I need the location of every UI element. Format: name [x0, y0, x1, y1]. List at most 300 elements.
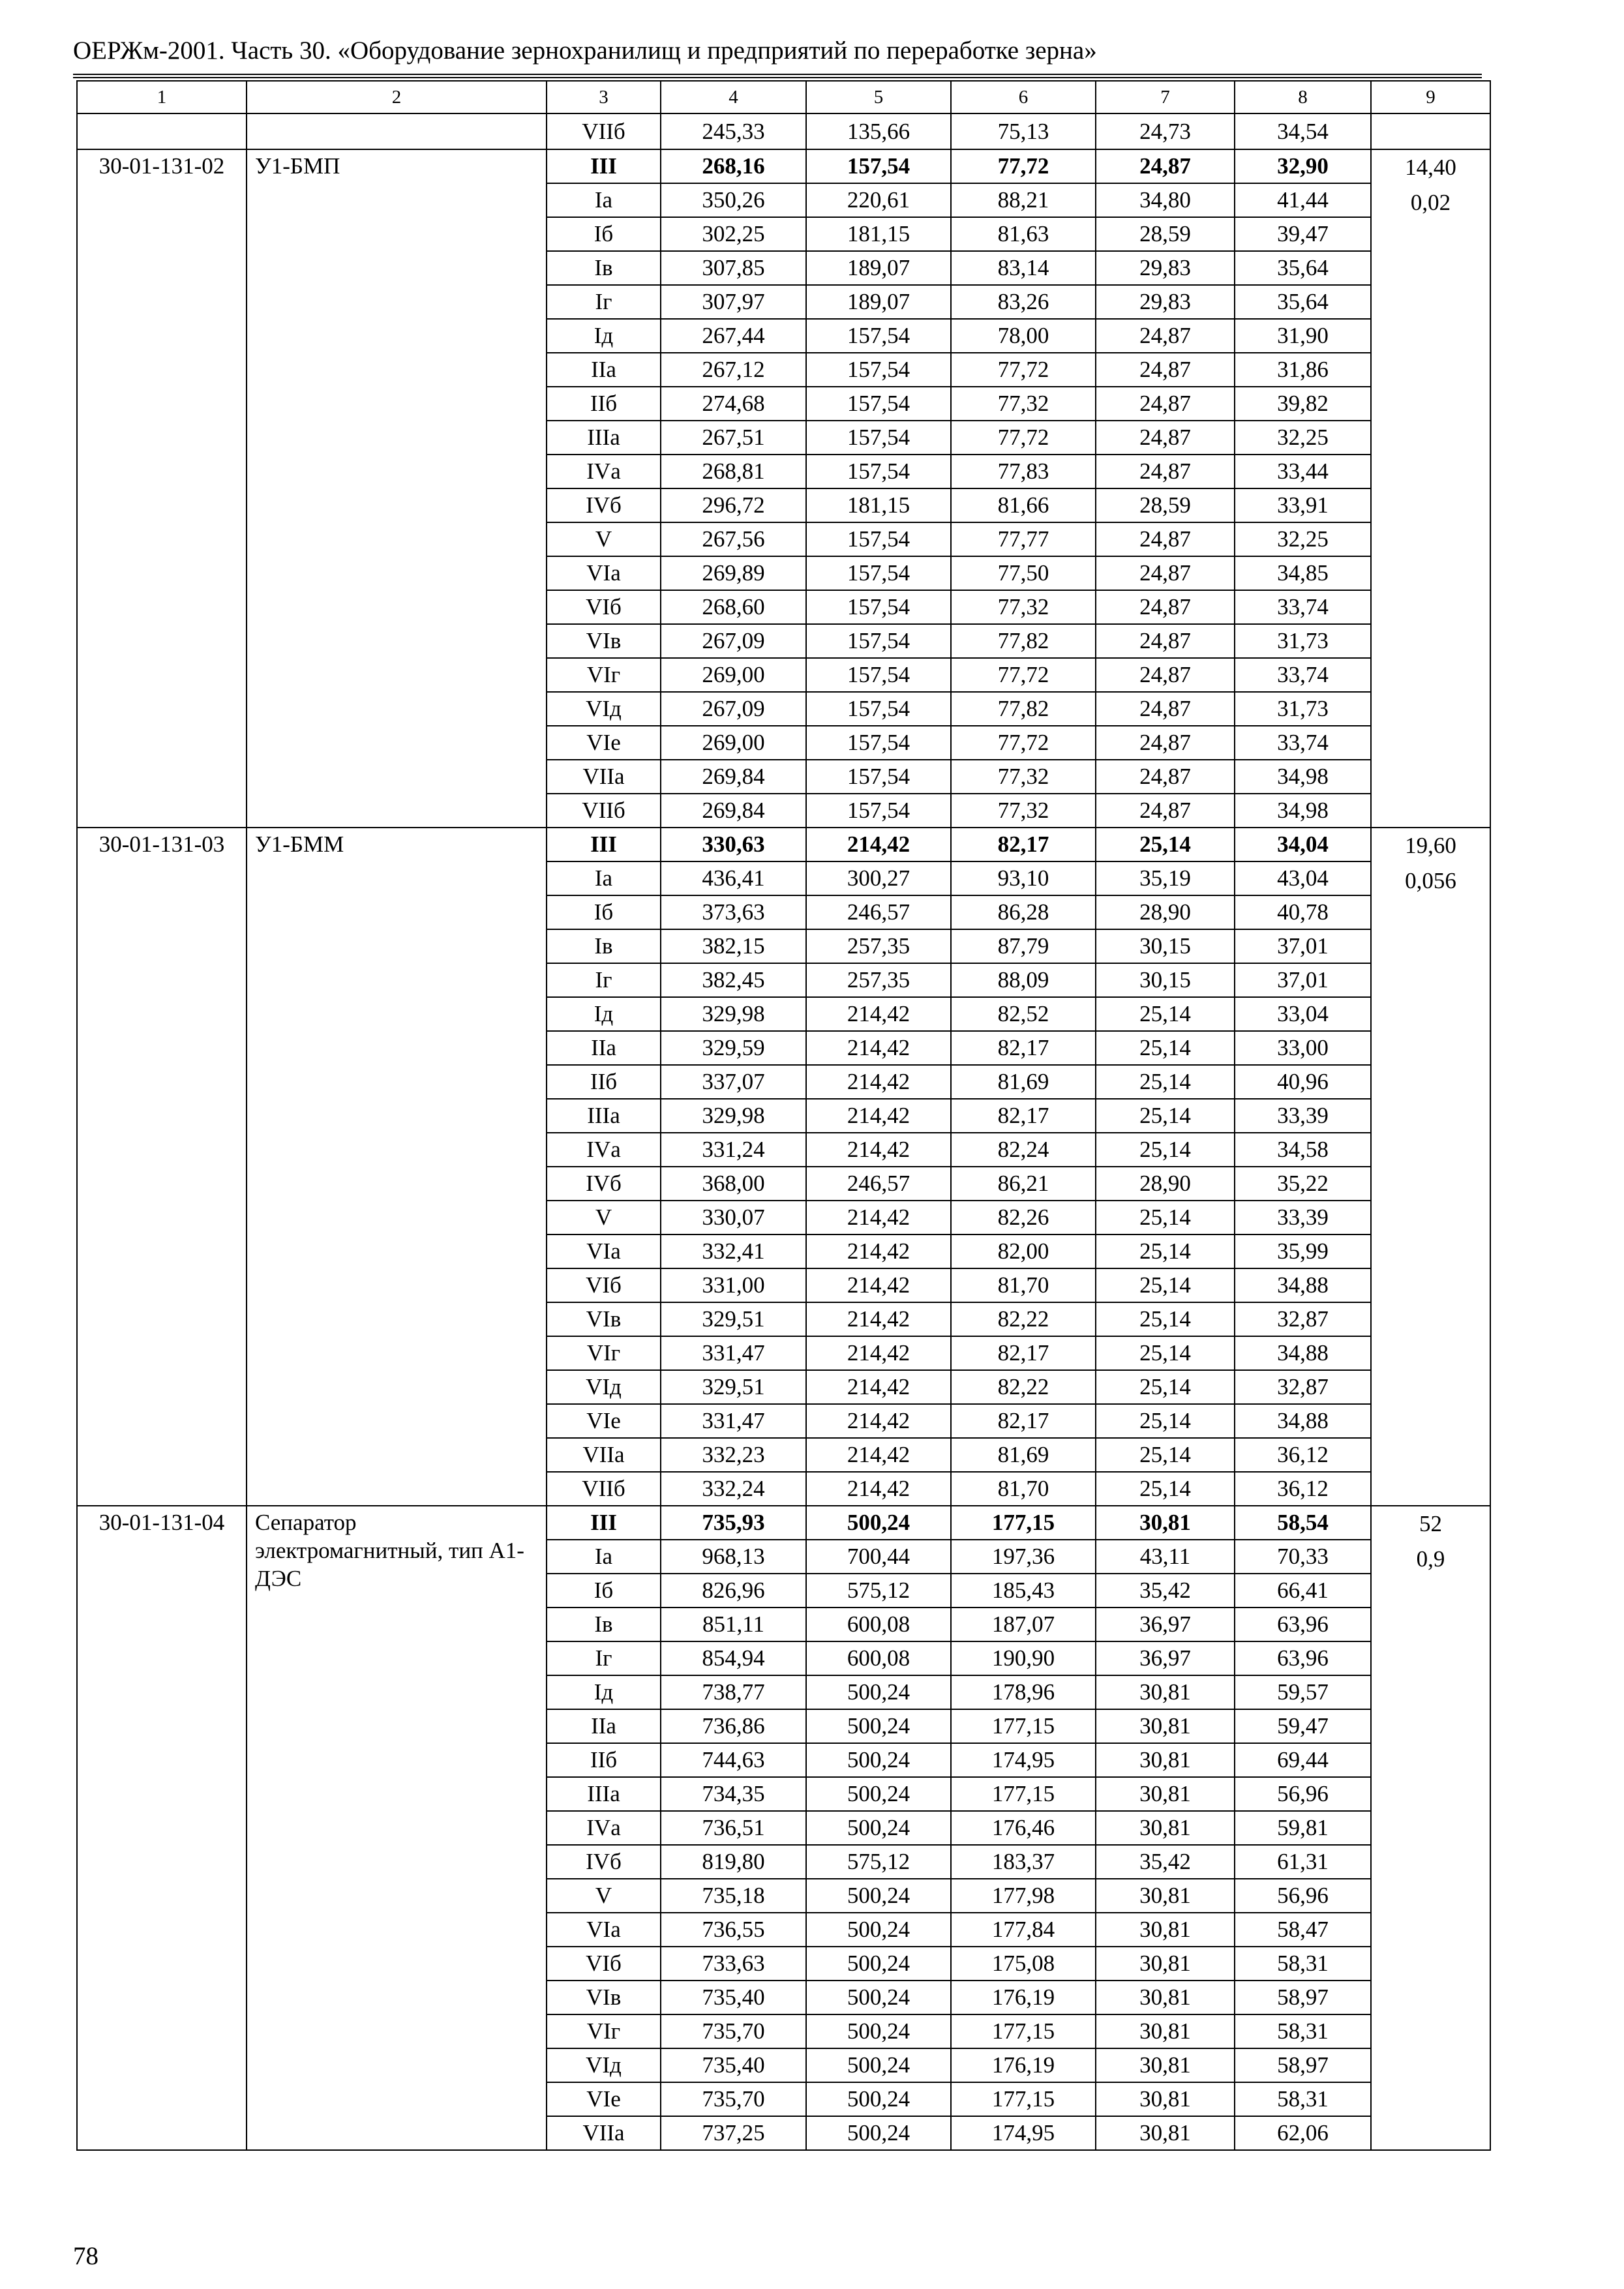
value-cell: 736,86: [661, 1709, 806, 1743]
zone-cell: VIа: [547, 1234, 661, 1268]
value-cell: 157,54: [806, 658, 951, 692]
value-cell: 157,54: [806, 353, 951, 387]
rate-code: 30-01-131-03: [77, 828, 247, 1506]
value-cell: 187,07: [951, 1608, 1096, 1641]
value-cell: 30,81: [1096, 1811, 1235, 1845]
value-cell: 329,98: [661, 997, 806, 1031]
value-cell: 177,84: [951, 1913, 1096, 1947]
column-number: 6: [951, 81, 1096, 113]
column-9-cell: [1371, 828, 1490, 1506]
value-cell: 214,42: [806, 997, 951, 1031]
value-cell: 175,08: [951, 1947, 1096, 1981]
value-cell: 968,13: [661, 1540, 806, 1574]
value-cell: 29,83: [1096, 285, 1235, 319]
column-9-cell: [1371, 1506, 1490, 2150]
value-cell: 30,81: [1096, 1981, 1235, 2014]
value-cell: 30,81: [1096, 1777, 1235, 1811]
page-number: 78: [73, 2242, 98, 2270]
value-cell: 733,63: [661, 1947, 806, 1981]
table-row: [77, 1506, 1490, 1540]
value-cell: 25,14: [1096, 1472, 1235, 1506]
value-cell: 500,24: [806, 2014, 951, 2048]
value-cell: 500,24: [806, 1743, 951, 1777]
value-cell: 82,22: [951, 1370, 1096, 1404]
value-cell: 82,17: [951, 1099, 1096, 1133]
value-cell: 31,73: [1235, 692, 1371, 726]
zone-cell: V: [547, 1201, 661, 1234]
zone-cell: IIб: [547, 1065, 661, 1099]
value-cell: 34,58: [1235, 1133, 1371, 1167]
value-cell: 32,25: [1235, 421, 1371, 455]
value-cell: 267,51: [661, 421, 806, 455]
value-cell: 700,44: [806, 1540, 951, 1574]
value-cell: 734,35: [661, 1777, 806, 1811]
value-cell: 35,99: [1235, 1234, 1371, 1268]
value-cell: 329,51: [661, 1302, 806, 1336]
column-number: 3: [547, 81, 661, 113]
value-cell: 30,81: [1096, 2116, 1235, 2150]
value-cell: 30,81: [1096, 1675, 1235, 1709]
value-cell: 24,73: [1096, 113, 1235, 149]
value-cell: 24,87: [1096, 556, 1235, 590]
value-cell: 37,01: [1235, 963, 1371, 997]
value-cell: 296,72: [661, 488, 806, 522]
value-cell: 214,42: [806, 1201, 951, 1234]
zone-cell: VIб: [547, 1947, 661, 1981]
value-cell: 246,57: [806, 1167, 951, 1201]
column-9-cell: [1371, 149, 1490, 828]
value-cell: 78,00: [951, 319, 1096, 353]
value-cell: 82,17: [951, 1404, 1096, 1438]
value-cell: 307,85: [661, 251, 806, 285]
zone-cell: IVб: [547, 1845, 661, 1879]
value-cell: 86,21: [951, 1167, 1096, 1201]
value-cell: 30,81: [1096, 2014, 1235, 2048]
value-cell: 81,66: [951, 488, 1096, 522]
value-cell: 267,09: [661, 624, 806, 658]
value-cell: 25,14: [1096, 1099, 1235, 1133]
value-cell: 500,24: [806, 1506, 951, 1540]
value-cell: 330,07: [661, 1201, 806, 1234]
value-cell: 214,42: [806, 1472, 951, 1506]
equipment-name: У1-БМП: [247, 149, 547, 828]
value-cell: 66,41: [1235, 1574, 1371, 1608]
value-cell: 189,07: [806, 251, 951, 285]
value-cell: 83,26: [951, 285, 1096, 319]
zone-cell: Iд: [547, 319, 661, 353]
zone-cell: Iб: [547, 217, 661, 251]
value-cell: 331,00: [661, 1268, 806, 1302]
value-cell: 25,14: [1096, 1370, 1235, 1404]
value-cell: 31,90: [1235, 319, 1371, 353]
zone-cell: VIб: [547, 590, 661, 624]
column-number: 9: [1371, 81, 1490, 113]
value-cell: 177,15: [951, 1777, 1096, 1811]
code-cell: [77, 113, 247, 149]
value-cell: 332,41: [661, 1234, 806, 1268]
column-9-bottom-value: 0,056: [1405, 868, 1456, 893]
value-cell: 58,54: [1235, 1506, 1371, 1540]
value-cell: 77,77: [951, 522, 1096, 556]
value-cell: 25,14: [1096, 1336, 1235, 1370]
value-cell: 77,83: [951, 455, 1096, 488]
value-cell: 32,87: [1235, 1302, 1371, 1336]
value-cell: 157,54: [806, 319, 951, 353]
value-cell: 34,80: [1096, 183, 1235, 217]
value-cell: 35,64: [1235, 285, 1371, 319]
column-number: 7: [1096, 81, 1235, 113]
value-cell: 24,87: [1096, 760, 1235, 794]
column-9-cell: [1371, 113, 1490, 149]
value-cell: 500,24: [806, 1675, 951, 1709]
value-cell: 25,14: [1096, 997, 1235, 1031]
value-cell: 28,59: [1096, 217, 1235, 251]
table-row: [77, 828, 1490, 861]
value-cell: 63,96: [1235, 1608, 1371, 1641]
value-cell: 58,31: [1235, 2014, 1371, 2048]
value-cell: 24,87: [1096, 149, 1235, 183]
value-cell: 269,84: [661, 794, 806, 828]
zone-cell: VIе: [547, 2082, 661, 2116]
value-cell: 87,79: [951, 929, 1096, 963]
value-cell: 214,42: [806, 1099, 951, 1133]
zone-cell: Iа: [547, 1540, 661, 1574]
value-cell: 31,86: [1235, 353, 1371, 387]
value-cell: 31,73: [1235, 624, 1371, 658]
value-cell: 736,55: [661, 1913, 806, 1947]
value-cell: 77,72: [951, 658, 1096, 692]
value-cell: 81,70: [951, 1268, 1096, 1302]
value-cell: 331,47: [661, 1336, 806, 1370]
value-cell: 302,25: [661, 217, 806, 251]
value-cell: 157,54: [806, 522, 951, 556]
value-cell: 157,54: [806, 149, 951, 183]
value-cell: 56,96: [1235, 1879, 1371, 1913]
zone-cell: IIа: [547, 1031, 661, 1065]
value-cell: 77,82: [951, 692, 1096, 726]
value-cell: 350,26: [661, 183, 806, 217]
value-cell: 86,28: [951, 895, 1096, 929]
zone-cell: IIIа: [547, 1777, 661, 1811]
zone-cell: VIе: [547, 726, 661, 760]
value-cell: 77,72: [951, 726, 1096, 760]
value-cell: 181,15: [806, 217, 951, 251]
value-cell: 70,33: [1235, 1540, 1371, 1574]
zone-cell: VIд: [547, 1370, 661, 1404]
value-cell: 185,43: [951, 1574, 1096, 1608]
zone-cell: III: [547, 828, 661, 861]
value-cell: 59,57: [1235, 1675, 1371, 1709]
value-cell: 77,32: [951, 590, 1096, 624]
value-cell: 176,19: [951, 1981, 1096, 2014]
value-cell: 82,52: [951, 997, 1096, 1031]
zone-cell: VIд: [547, 692, 661, 726]
value-cell: 329,98: [661, 1099, 806, 1133]
value-cell: 36,12: [1235, 1438, 1371, 1472]
value-cell: 329,59: [661, 1031, 806, 1065]
value-cell: 177,98: [951, 1879, 1096, 1913]
value-cell: 62,06: [1235, 2116, 1371, 2150]
value-cell: 157,54: [806, 387, 951, 421]
value-cell: 83,14: [951, 251, 1096, 285]
value-cell: 735,93: [661, 1506, 806, 1540]
value-cell: 33,74: [1235, 590, 1371, 624]
value-cell: 157,54: [806, 726, 951, 760]
value-cell: 368,00: [661, 1167, 806, 1201]
value-cell: 826,96: [661, 1574, 806, 1608]
zone-cell: VIIа: [547, 1438, 661, 1472]
zone-cell: VIIб: [547, 1472, 661, 1506]
zone-cell: VIIа: [547, 2116, 661, 2150]
value-cell: 69,44: [1235, 1743, 1371, 1777]
value-cell: 25,14: [1096, 828, 1235, 861]
value-cell: 382,45: [661, 963, 806, 997]
value-cell: 177,15: [951, 2014, 1096, 2048]
zone-cell: VIб: [547, 1268, 661, 1302]
value-cell: 735,40: [661, 1981, 806, 2014]
value-cell: 735,70: [661, 2014, 806, 2048]
value-cell: 382,15: [661, 929, 806, 963]
value-cell: 575,12: [806, 1574, 951, 1608]
value-cell: 77,72: [951, 421, 1096, 455]
value-cell: 177,15: [951, 2082, 1096, 2116]
value-cell: 77,72: [951, 149, 1096, 183]
zone-cell: VIIб: [547, 113, 661, 149]
value-cell: 267,44: [661, 319, 806, 353]
value-cell: 245,33: [661, 113, 806, 149]
value-cell: 40,96: [1235, 1065, 1371, 1099]
value-cell: 189,07: [806, 285, 951, 319]
value-cell: 34,88: [1235, 1268, 1371, 1302]
value-cell: 34,88: [1235, 1336, 1371, 1370]
value-cell: 39,82: [1235, 387, 1371, 421]
column-number: 5: [806, 81, 951, 113]
value-cell: 257,35: [806, 963, 951, 997]
value-cell: 735,70: [661, 2082, 806, 2116]
rate-code: 30-01-131-04: [77, 1506, 247, 2150]
value-cell: 214,42: [806, 1065, 951, 1099]
zone-cell: VIIа: [547, 760, 661, 794]
zone-cell: VIг: [547, 1336, 661, 1370]
value-cell: 738,77: [661, 1675, 806, 1709]
value-cell: 30,81: [1096, 1743, 1235, 1777]
value-cell: 34,88: [1235, 1404, 1371, 1438]
value-cell: 39,47: [1235, 217, 1371, 251]
value-cell: 77,50: [951, 556, 1096, 590]
value-cell: 268,81: [661, 455, 806, 488]
value-cell: 190,90: [951, 1641, 1096, 1675]
value-cell: 500,24: [806, 2116, 951, 2150]
value-cell: 737,25: [661, 2116, 806, 2150]
value-cell: 34,54: [1235, 113, 1371, 149]
value-cell: 736,51: [661, 1811, 806, 1845]
value-cell: 157,54: [806, 421, 951, 455]
value-cell: 33,74: [1235, 658, 1371, 692]
value-cell: 267,56: [661, 522, 806, 556]
value-cell: 58,97: [1235, 2048, 1371, 2082]
zone-cell: V: [547, 522, 661, 556]
value-cell: 32,25: [1235, 522, 1371, 556]
value-cell: 177,15: [951, 1709, 1096, 1743]
rate-code: 30-01-131-02: [77, 149, 247, 828]
value-cell: 58,31: [1235, 2082, 1371, 2116]
value-cell: 269,84: [661, 760, 806, 794]
value-cell: 32,90: [1235, 149, 1371, 183]
value-cell: 82,22: [951, 1302, 1096, 1336]
value-cell: 33,39: [1235, 1099, 1371, 1133]
value-cell: 33,00: [1235, 1031, 1371, 1065]
value-cell: 28,59: [1096, 488, 1235, 522]
value-cell: 600,08: [806, 1641, 951, 1675]
value-cell: 37,01: [1235, 929, 1371, 963]
value-cell: 36,12: [1235, 1472, 1371, 1506]
value-cell: 25,14: [1096, 1438, 1235, 1472]
zone-cell: IIIа: [547, 1099, 661, 1133]
value-cell: 220,61: [806, 183, 951, 217]
value-cell: 819,80: [661, 1845, 806, 1879]
value-cell: 33,91: [1235, 488, 1371, 522]
value-cell: 24,87: [1096, 353, 1235, 387]
value-cell: 25,14: [1096, 1133, 1235, 1167]
value-cell: 436,41: [661, 861, 806, 895]
zone-cell: Iа: [547, 861, 661, 895]
value-cell: 58,47: [1235, 1913, 1371, 1947]
value-cell: 81,69: [951, 1438, 1096, 1472]
zone-cell: VIе: [547, 1404, 661, 1438]
zone-cell: Iв: [547, 929, 661, 963]
value-cell: 174,95: [951, 1743, 1096, 1777]
value-cell: 600,08: [806, 1608, 951, 1641]
value-cell: 214,42: [806, 1268, 951, 1302]
zone-cell: VIа: [547, 556, 661, 590]
zone-cell: IIб: [547, 387, 661, 421]
value-cell: 28,90: [1096, 1167, 1235, 1201]
column-number-row: [77, 81, 1490, 113]
value-cell: 25,14: [1096, 1065, 1235, 1099]
zone-cell: VIг: [547, 658, 661, 692]
value-cell: 214,42: [806, 1370, 951, 1404]
zone-cell: V: [547, 1879, 661, 1913]
zone-cell: IIIа: [547, 421, 661, 455]
column-9-top-value: 19,60: [1405, 833, 1456, 858]
value-cell: 25,14: [1096, 1302, 1235, 1336]
value-cell: 178,96: [951, 1675, 1096, 1709]
value-cell: 36,97: [1096, 1608, 1235, 1641]
zone-cell: Iг: [547, 1641, 661, 1675]
zone-cell: IVб: [547, 1167, 661, 1201]
table-row: [77, 149, 1490, 183]
value-cell: 214,42: [806, 1031, 951, 1065]
value-cell: 30,15: [1096, 929, 1235, 963]
value-cell: 82,17: [951, 828, 1096, 861]
value-cell: 257,35: [806, 929, 951, 963]
value-cell: 157,54: [806, 624, 951, 658]
value-cell: 268,16: [661, 149, 806, 183]
value-cell: 77,32: [951, 760, 1096, 794]
value-cell: 24,87: [1096, 794, 1235, 828]
value-cell: 35,42: [1096, 1574, 1235, 1608]
value-cell: 500,24: [806, 1811, 951, 1845]
value-cell: 24,87: [1096, 658, 1235, 692]
value-cell: 24,87: [1096, 624, 1235, 658]
value-cell: 30,81: [1096, 2048, 1235, 2082]
value-cell: 269,00: [661, 726, 806, 760]
value-cell: 157,54: [806, 590, 951, 624]
equipment-name: У1-БММ: [247, 828, 547, 1506]
value-cell: 82,26: [951, 1201, 1096, 1234]
value-cell: 81,70: [951, 1472, 1096, 1506]
value-cell: 30,81: [1096, 1506, 1235, 1540]
value-cell: 56,96: [1235, 1777, 1371, 1811]
value-cell: 32,87: [1235, 1370, 1371, 1404]
value-cell: 269,00: [661, 658, 806, 692]
value-cell: 373,63: [661, 895, 806, 929]
zone-cell: VIIб: [547, 794, 661, 828]
value-cell: 500,24: [806, 1879, 951, 1913]
value-cell: 24,87: [1096, 387, 1235, 421]
value-cell: 28,90: [1096, 895, 1235, 929]
value-cell: 30,81: [1096, 1947, 1235, 1981]
value-cell: 77,82: [951, 624, 1096, 658]
value-cell: 34,98: [1235, 794, 1371, 828]
zone-cell: Iб: [547, 895, 661, 929]
column-number: 2: [247, 81, 547, 113]
zone-cell: IVа: [547, 1811, 661, 1845]
value-cell: 267,09: [661, 692, 806, 726]
zone-cell: III: [547, 149, 661, 183]
column-9-top-value: 52: [1419, 1511, 1442, 1536]
value-cell: 30,81: [1096, 1879, 1235, 1913]
value-cell: 25,14: [1096, 1201, 1235, 1234]
value-cell: 174,95: [951, 2116, 1096, 2150]
value-cell: 854,94: [661, 1641, 806, 1675]
value-cell: 40,78: [1235, 895, 1371, 929]
value-cell: 77,32: [951, 794, 1096, 828]
value-cell: 267,12: [661, 353, 806, 387]
value-cell: 75,13: [951, 113, 1096, 149]
header-rule-line: [73, 77, 1482, 78]
value-cell: 332,24: [661, 1472, 806, 1506]
value-cell: 30,15: [1096, 963, 1235, 997]
value-cell: 246,57: [806, 895, 951, 929]
zone-cell: III: [547, 1506, 661, 1540]
zone-cell: VIв: [547, 1981, 661, 2014]
zone-cell: IVб: [547, 488, 661, 522]
value-cell: 500,24: [806, 1947, 951, 1981]
column-number: 1: [77, 81, 247, 113]
value-cell: 329,51: [661, 1370, 806, 1404]
value-cell: 33,74: [1235, 726, 1371, 760]
value-cell: 81,69: [951, 1065, 1096, 1099]
value-cell: 269,89: [661, 556, 806, 590]
zone-cell: Iв: [547, 251, 661, 285]
zone-cell: VIг: [547, 2014, 661, 2048]
zone-cell: Iа: [547, 183, 661, 217]
value-cell: 30,81: [1096, 2082, 1235, 2116]
value-cell: 268,60: [661, 590, 806, 624]
value-cell: 82,24: [951, 1133, 1096, 1167]
value-cell: 274,68: [661, 387, 806, 421]
zone-cell: Iв: [547, 1608, 661, 1641]
value-cell: 330,63: [661, 828, 806, 861]
value-cell: 61,31: [1235, 1845, 1371, 1879]
value-cell: 24,87: [1096, 522, 1235, 556]
value-cell: 135,66: [806, 113, 951, 149]
zone-cell: Iг: [547, 963, 661, 997]
value-cell: 214,42: [806, 1336, 951, 1370]
value-cell: 58,97: [1235, 1981, 1371, 2014]
value-cell: 735,40: [661, 2048, 806, 2082]
